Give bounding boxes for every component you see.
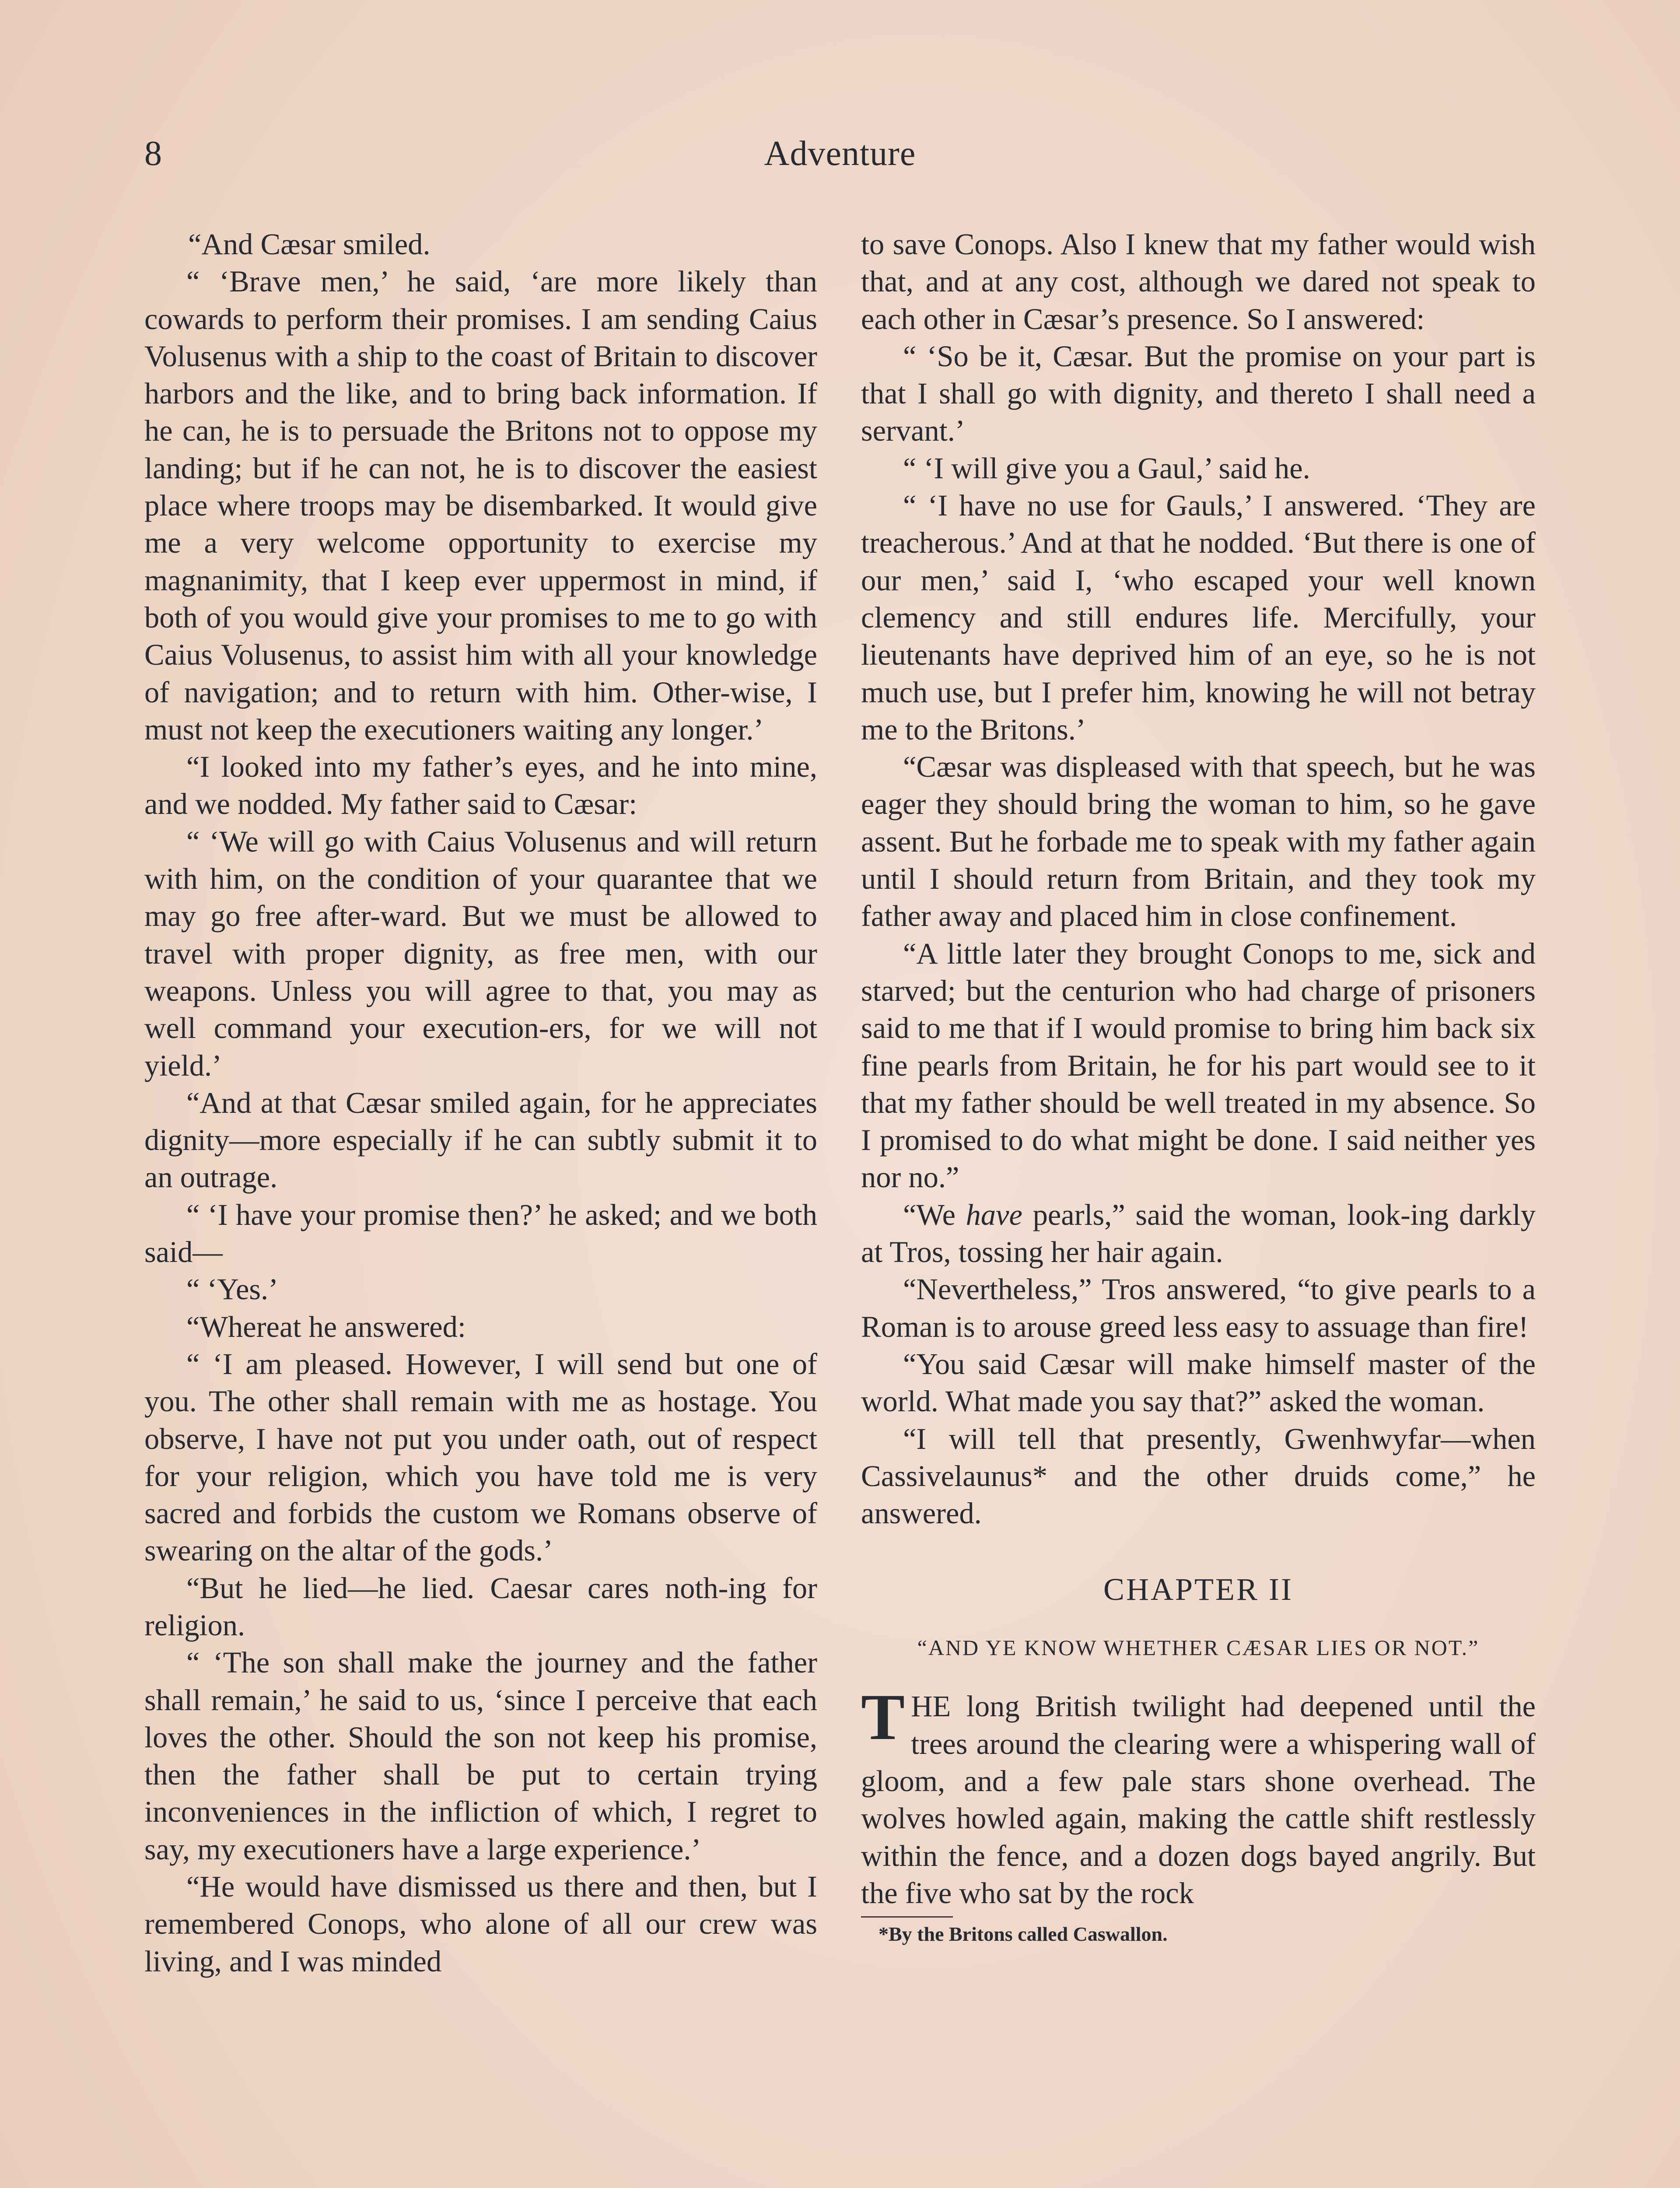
page-number: 8 (144, 134, 162, 173)
left-column (144, 226, 817, 1980)
paragraph: “You said Cæsar will make himself master of the world. What made you say that?” asked the woman. (861, 1347, 1536, 1418)
paragraph: “ ‘So be it, Cæsar. But the promise on your part is that I shall go with dignity, and thereto I shall need a servant.’ (861, 339, 1536, 448)
chapter-subtitle: “AND YE KNOW WHETHER CÆSAR LIES OR NOT.” (917, 1635, 1480, 1660)
paragraph: to save Conops. Also I knew that my father would wish that, and at any cost, although we dared not speak to each other in Cæsar’s presence. So I answered: (861, 228, 1536, 336)
page-header (144, 130, 1536, 178)
paragraph: “ ‘We will go with Caius Volusenus and will return with him, on the condition of your quarantee that we may go free after-ward. But we must be allowed to travel with proper dignity, as free men, with our weapons. Unless you will agree to that, you may as well command your execution-ers, for we will not yield.’ (144, 824, 817, 1082)
paragraph: “He would have dismissed us there and then, but I remembered Conops, who alone of all our crew was living, and I was minded (144, 1870, 817, 1978)
paragraph: “ ‘I have no use for Gauls,’ I answered. ‘They are treacherous.’ And at that he nodded. ‘But there is one of our men,’ said I, ‘who escaped your well known clemency and still endures life. Mercifully, your lieutenants have deprived him of an eye, so he is not much use, but I prefer him, knowing he will not betray me to the Britons.’ (861, 489, 1536, 746)
paragraph: “ ‘I will give you a Gaul,’ said he. (903, 451, 1310, 485)
paragraph: “A little later they brought Conops to me, sick and starved; but the centurion who had charge of prisoners said to me that if I would promise to bring him back six fine pearls from Britain, he for his part would see to it that my father should be well treated in my absence. So I promised to do what might be done. I said neither yes nor no.” (861, 936, 1536, 1194)
paragraph: “ ‘I am pleased. However, I will send but one of you. The other shall remain with me as hostage. You observe, I have not put you under oath, out of respect for your religion, which you have told me is very sacred and forbids the custom we Romans observe of swearing on the altar of the gods.’ (144, 1347, 817, 1567)
paragraph: “And at that Cæsar smiled again, for he appreciates dignity—more especially if he can subtly submit it to an outrage. (144, 1086, 817, 1194)
paragraph: “I will tell that presently, Gwenhwyfar—when Cassivelaunus* and the other druids come,” he answered. (861, 1422, 1536, 1530)
paragraph: “ ‘Yes.’ (186, 1273, 278, 1306)
chapter-opening-paragraph (861, 1681, 1536, 1912)
paragraph: “ ‘The son shall make the journey and the father shall remain,’ he said to us, ‘since I perceive that each loves the other. Should the son not keep his promise, then the father shall be put to certain trying inconveniences in the infliction of which, I regret to say, my executioners have a large experience.’ (144, 1646, 817, 1866)
running-head: Adventure (764, 134, 916, 173)
paragraph: “ ‘I have your promise then?’ he asked; and we both said— (144, 1198, 817, 1269)
paragraph: “I looked into my father’s eyes, and he into mine, and we nodded. My father said to Cæsar: (144, 750, 817, 821)
paragraph: “Whereat he answered: (186, 1310, 466, 1343)
paragraph-text: “We (903, 1198, 966, 1231)
paragraph-text: pearls,” said the woman, look-ing darkly at Tros, tossing her hair again. (861, 1198, 1536, 1269)
paragraph: “But he lied—he lied. Caesar cares noth-ing for religion. (144, 1571, 817, 1642)
right-column (861, 226, 1536, 1947)
paragraph: “ ‘Brave men,’ he said, ‘are more likely than cowards to perform their promises. I am sending Caius Volusenus with a ship to the coast of Britain to discover harbors and the like, and to bring back information. If he can, he is to persuade the Britons not to oppose my landing; but if he can not, he is to discover the easiest place where troops may be disembarked. It would give me a very welcome opportunity to exercise my magnanimity, that I keep ever uppermost in mind, if both of you would give your promises to me to go with Caius Volusenus, to assist him with all your knowledge of navigation; and to return with him. Other-wise, I must not keep the executioners waiting any longer.’ (144, 265, 817, 746)
paragraph: “Nevertheless,” Tros answered, “to give pearls to a Roman is to arouse greed less easy to assuage than fire! (861, 1273, 1536, 1343)
chapter-heading: CHAPTER II (1103, 1572, 1293, 1607)
paragraph: “And Cæsar smiled. (188, 228, 430, 261)
footnote: *By the Britons called Caswallon. (878, 1923, 1168, 1946)
footnote-divider (861, 1916, 953, 1918)
paragraph: “Cæsar was displeased with that speech, but he was eager they should bring the woman to him, so he gave assent. But he forbade me to speak with my father again until I should return from Britain, and they took my father away and placed him in close confinement. (861, 750, 1536, 933)
drop-cap: T (861, 1681, 905, 1754)
paragraph-text: HE long British twilight had deepened until the trees around the clearing were a whispering wall of gloom, and a few pale stars shone overhead. The wolves howled again, making the cattle shift restlessly within the fence, and a dozen dogs bayed angrily. But the five who sat by the rock (861, 1690, 1536, 1910)
emphasis-text: have (966, 1198, 1022, 1231)
paragraph (861, 1196, 1536, 1271)
